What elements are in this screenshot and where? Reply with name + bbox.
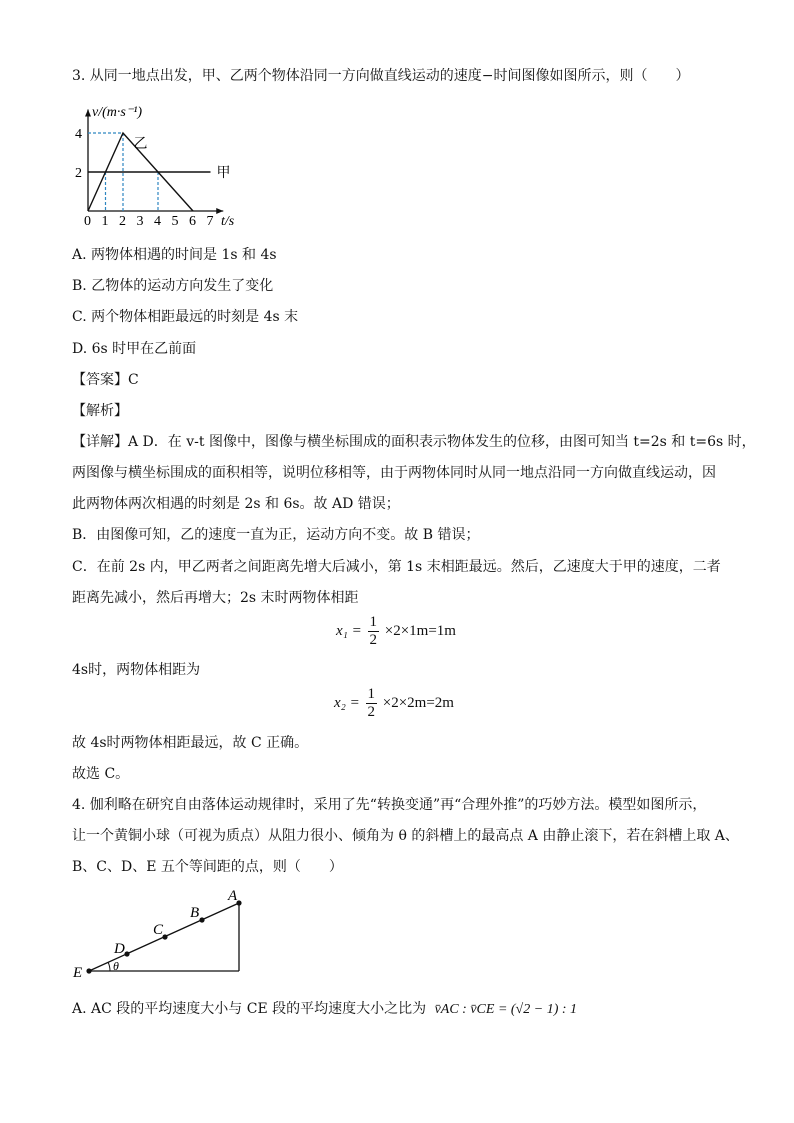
- label-b: B: [190, 905, 200, 921]
- eq2-lhs: x₂ =: [334, 694, 360, 711]
- q3-option-b: B. 乙物体的运动方向发生了变化: [72, 278, 274, 294]
- eq2-fraction: [366, 686, 378, 721]
- q3-analysis-title: 【解析】: [72, 403, 128, 419]
- q4-stem-line-3: B、C、D、E 五个等间距的点，则（ ）: [72, 859, 343, 875]
- eq1-fraction: [368, 614, 380, 649]
- x-tick-label: 7: [206, 214, 214, 229]
- q4-option-a: [72, 999, 577, 1020]
- y-tick-label: 4: [75, 127, 82, 142]
- eq1-rhs: ×2×1m=1m: [384, 622, 456, 639]
- point-d-dot: [124, 951, 129, 956]
- series-label-jia: 甲: [216, 166, 231, 181]
- x-tick-label: 4: [154, 214, 161, 229]
- q3-option-a: A. 两物体相遇的时间是 1s 和 4s: [72, 247, 277, 263]
- point-a-dot: [236, 900, 241, 905]
- q3-conclusion: 故 4s时两物体相距最远，故 C 正确。: [72, 735, 309, 751]
- q4-option-a-text: A. AC 段的平均速度大小与 CE 段的平均速度大小之比为: [72, 1001, 427, 1017]
- q3-answer: 【答案】C: [72, 372, 139, 388]
- point-b-dot: [199, 917, 204, 922]
- point-e-dot: [86, 968, 91, 973]
- q3-text-4s: 4s时，两物体相距为: [72, 662, 201, 678]
- label-c: C: [153, 922, 164, 938]
- point-c-dot: [162, 934, 167, 939]
- x-axis-label: t/s: [221, 214, 235, 229]
- q3-detail-line-5: C．在前 2s 内，甲乙两者之间距离先增大后减小，第 1s 末相距最远。然后，乙速度大于甲的速度，二者: [72, 559, 721, 575]
- series-label-yi: 乙: [133, 136, 148, 152]
- q3-choose: 故选 C。: [72, 766, 130, 782]
- q3-detail-line-6: 距离先减小，然后再增大；2s 末时两物体相距: [72, 590, 359, 606]
- q3-equation-x1: [336, 614, 456, 649]
- label-theta: θ: [113, 959, 119, 973]
- q4-incline-diagram: [70, 885, 270, 980]
- q4-stem-line-1: 4. 伽利略在研究自由落体运动规律时，采用了先“转换变通”再“合理外推”的巧妙方法。模型如图所示，: [72, 797, 707, 813]
- eq1-lhs: x₁ =: [336, 622, 362, 639]
- x-tick-label: 6: [189, 214, 196, 229]
- q3-stem: 3. 从同一地点出发，甲、乙两个物体沿同一方向做直线运动的速度−时间图像如图所示，则（ ）: [72, 68, 690, 84]
- x-tick-label: 3: [136, 214, 144, 229]
- q3-detail-line-1: 【详解】A D．在 v-t 图像中，图像与横坐标围成的面积表示物体发生的位移，由图可知当 t=2s 和 t=6s 时，: [72, 434, 756, 450]
- label-e: E: [73, 965, 83, 980]
- q3-option-c: C. 两个物体相距最远的时刻是 4s 末: [72, 309, 299, 325]
- q4-stem-line-2: 让一个黄铜小球（可视为质点）从阻力很小、倾角为 θ 的斜槽上的最高点 A 由静止滚下，若在斜槽上取 A、: [72, 828, 739, 844]
- angle-arc: [108, 962, 110, 971]
- label-d: D: [114, 941, 125, 957]
- q4-option-a-ratio: v̄AC : v̄CE = (√2 − 1) : 1: [434, 1002, 578, 1017]
- q3-detail-line-3: 此两物体两次相遇的时刻是 2s 和 6s。故 AD 错误；: [72, 496, 400, 512]
- y-axis-arrow: [85, 110, 91, 117]
- x-tick-label: 1: [101, 214, 109, 229]
- eq1-numerator: 1: [369, 614, 377, 630]
- label-a: A: [228, 888, 238, 904]
- eq2-numerator: 1: [367, 686, 375, 702]
- x-tick-label: 5: [171, 214, 179, 229]
- q3-equation-x2: [334, 686, 454, 721]
- q3-option-d: D. 6s 时甲在乙前面: [72, 341, 197, 357]
- q3-detail-line-4: B．由图像可知，乙的速度一直为正，运动方向不变。故 B 错误；: [72, 527, 480, 543]
- eq2-rhs: ×2×2m=2m: [382, 694, 454, 711]
- y-axis-label: v/(m·s⁻¹): [92, 105, 143, 120]
- q3-vt-chart: [70, 100, 270, 240]
- q3-detail-line-2: 两图像与横坐标围成的面积相等，说明位移相等，由于两物体同时从同一地点沿同一方向做直线运动，因: [72, 465, 716, 481]
- x-tick-label: 2: [119, 214, 126, 229]
- y-tick-label: 2: [75, 166, 82, 181]
- eq1-denominator: 2: [369, 632, 377, 648]
- x-tick-label: 0: [84, 214, 91, 229]
- eq2-denominator: 2: [367, 704, 375, 720]
